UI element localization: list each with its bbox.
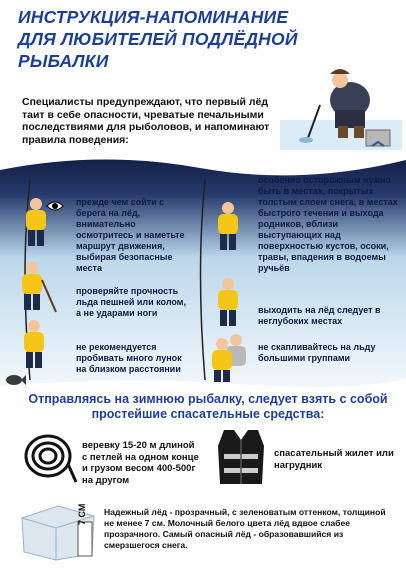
eye-icon: [46, 200, 64, 212]
life-vest-icon: [214, 426, 268, 488]
fisherman-figure: [210, 200, 246, 254]
ice-quality-note: Надежный лёд - прозрачный, с зеленоватым оттенком, толщиной не менее 7 см. Молочный белого цвета лёд вдвое слабее прозрачного. Самый опасный лёд - образовавшийся из смерзшегося снега.: [104, 507, 386, 550]
tip-right: особенно осторожным нужно быть в местах, покрытых толстым слоем снега, в местах быстрого течения и выхода родников, вблизи выступающих над поверхностью кустов, осоки, травы, впадения в водоемы ручьёв: [258, 175, 398, 273]
fisherman-figure: [14, 260, 58, 314]
equipment-heading: Отправляясь на зимнюю рыбалку, следует взять с собой простейшие спасательные средства:: [28, 392, 388, 421]
rope-icon: [20, 428, 78, 484]
tip-left: прежде чем сойти с берега на лёд, внимательно осмотритесь и наметьте маршрут движения, выбирая безопасные места: [76, 197, 185, 273]
tip-left: не рекомендуется пробивать много лунок на близком расстоянии: [76, 342, 182, 374]
fisherman-figure: [16, 318, 52, 372]
rope-description: веревку 15-20 м длиной с петлей на одном конце и грузом весом 400-500г на другом: [82, 440, 199, 486]
intro-text: Специалисты предупреждают, что первый лёд таит в себе опасности, чреватые печальными последствиями для рыболовов, и напоминают правила поведения:: [22, 96, 270, 146]
tip-right: выходить на лёд следует в неглубоких местах: [258, 305, 381, 326]
page-title: [18, 6, 318, 72]
fisherman-group-figure: [206, 330, 252, 384]
fisherman-figure: [210, 276, 246, 330]
title-line: ИНСТРУКЦИЯ-НАПОМИНАНИЕ: [18, 7, 289, 27]
title-line: ДЛЯ ЛЮБИТЕЛЕЙ ПОДЛЁДНОЙ: [18, 29, 298, 49]
ice-thickness-label: 7 СМ: [77, 503, 87, 525]
ice-fisherman-illustration: [280, 60, 402, 155]
tip-right: не скапливайтесь на льду большими группами: [258, 342, 376, 363]
vest-description: спасательный жилет или нагрудник: [274, 448, 394, 471]
title-line: РЫБАЛКИ: [18, 51, 109, 71]
fish-icon: [4, 372, 26, 388]
tip-left: проверяйте прочность льда пешней или колом, а не ударами ноги: [76, 286, 186, 318]
